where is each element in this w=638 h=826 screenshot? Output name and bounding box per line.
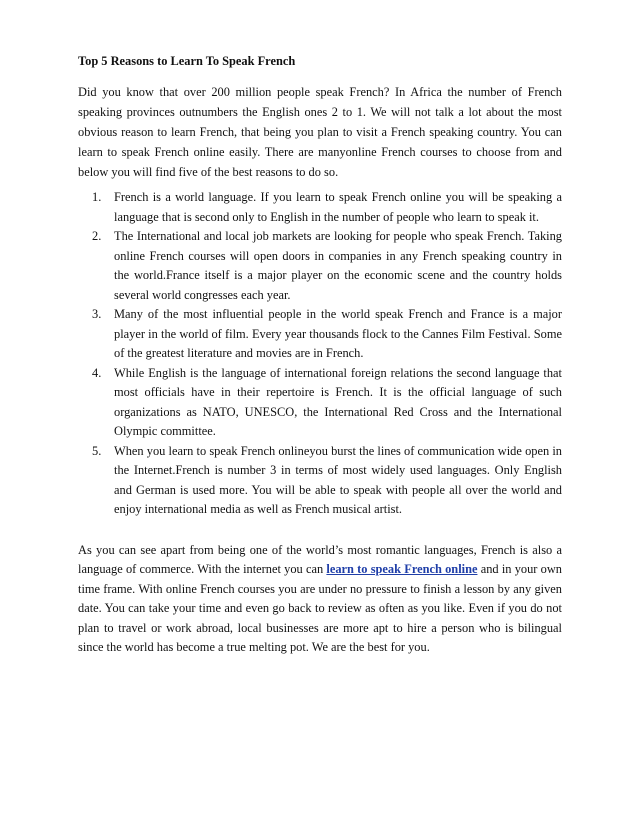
document-body (78, 52, 562, 658)
closing-text-before-link: As you can see apart from being one of the world’s most romantic languages, French is also a language of commerce. With the internet you can (78, 542, 562, 576)
list-item-number: 5. (92, 443, 102, 458)
list-item-text: French is a world language. If you learn to speak French online you will be speaking a language that is second only to English in the number of people who learn to speak it. (114, 190, 562, 224)
intro-paragraph: Did you know that over 200 million people speak French? In Africa the number of French speaking provinces outnumbers the English ones 2 to 1. We will not talk a lot about the most obvious reason to learn French, that being you plan to visit a French speaking country. You can learn to speak French online easily. There are manyonline French courses to choose from and below you will find five of the best reasons to do so. (78, 85, 562, 179)
list-item-number: 3. (92, 307, 102, 321)
list-item (78, 227, 562, 305)
list-item (78, 364, 562, 442)
list-item-number: 2. (92, 229, 102, 243)
list-item (78, 305, 562, 364)
list-item-text: The International and local job markets are looking for people who speak French. Taking online French courses will open doors in companies in any French speaking country in the world.France itself is a major player on the economic scene and the country holds several world congresses each year. (114, 229, 562, 302)
list-item (78, 442, 562, 520)
list-item-number: 1. (92, 190, 102, 204)
closing-paragraph (78, 541, 562, 658)
list-item-text: While English is the language of international foreign relations the second language that most officials have in their repertoire is French. It is the official language of such organizations as NATO, UNESCO, the International Red Cross and the International Olympic committee. (114, 365, 562, 438)
reasons-list (78, 188, 562, 520)
learn-french-online-link[interactable]: learn to speak French online (326, 562, 478, 576)
closing-text-after-link: and in your own time frame. With online French courses you are under no pressure to finish a lesson by any given date. You can take your time and even go back to review as often as you like. Even if you do not plan to travel or work abroad, local businesses are more apt to hire a person who is bilingual since the world has become a true melting pot. We are the best for you. (78, 562, 562, 654)
document-title: Top 5 Reasons to Learn To Speak French (78, 54, 296, 68)
list-item (78, 188, 562, 227)
list-item-text: Many of the most influential people in the world speak French and France is a major player in the world of film. Every year thousands flock to the Cannes Film Festival. Some of the greatest literature and movies are in French. (114, 307, 562, 360)
list-item-number: 4. (92, 365, 102, 380)
list-item-text: When you learn to speak French onlineyou burst the lines of communication wide open in the Internet.French is number 3 in terms of most widely used languages. Only English and German is used more. You will be able to speak with people all over the world and enjoy international media as well as French musical artist. (114, 443, 562, 516)
